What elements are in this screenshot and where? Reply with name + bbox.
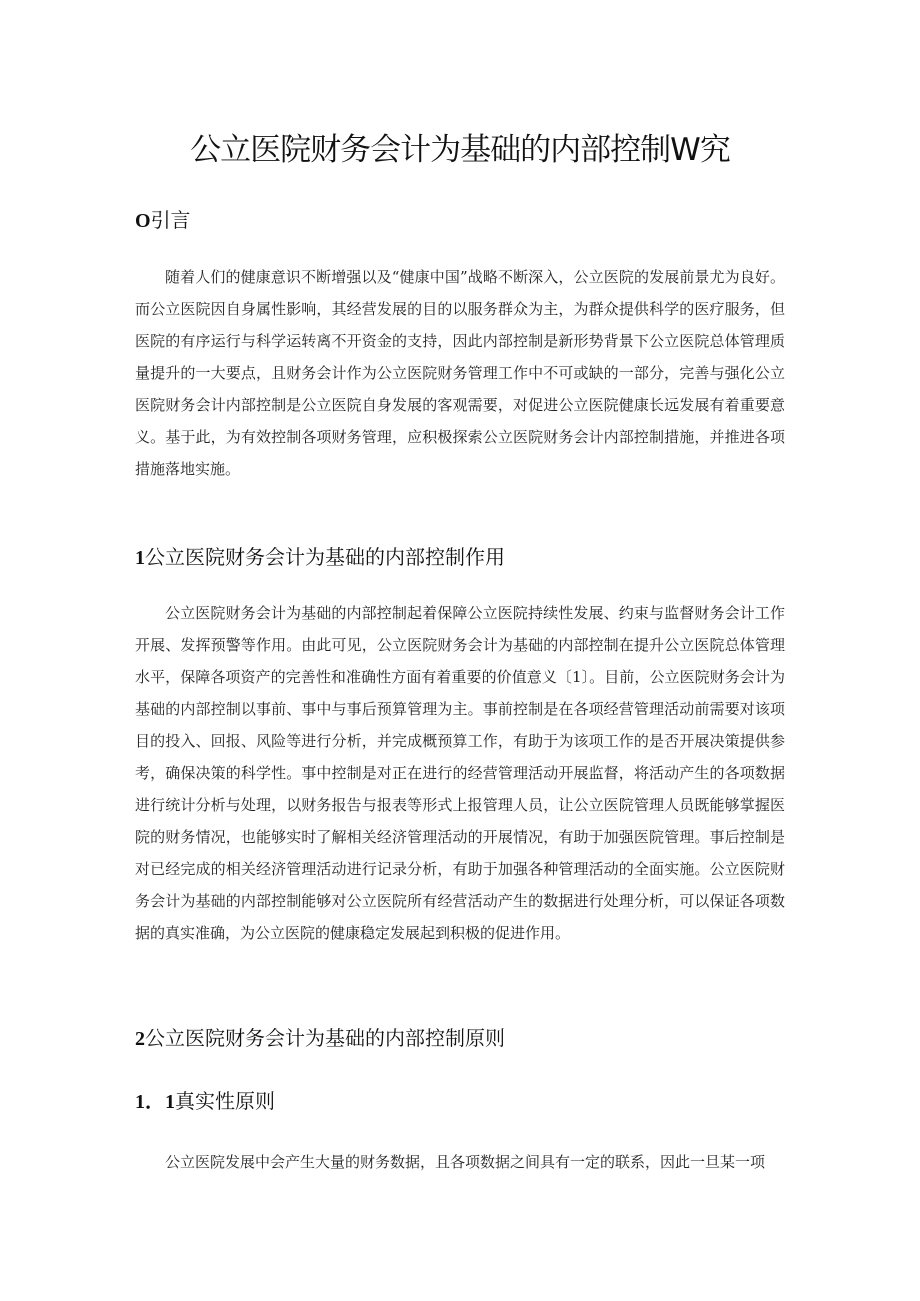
section-number: 1．1 bbox=[135, 1091, 175, 1113]
document-title: 公立医院财务会计为基础的内部控制W究 bbox=[190, 132, 730, 168]
section-number: O bbox=[135, 210, 151, 232]
subsection-heading-1-1 bbox=[135, 1085, 275, 1114]
section-heading-1 bbox=[135, 541, 505, 570]
section-heading-2 bbox=[135, 1022, 505, 1051]
section-heading-intro bbox=[135, 204, 191, 233]
section-title: 公立医院财务会计为基础的内部控制作用 bbox=[145, 545, 505, 569]
section-title: 真实性原则 bbox=[175, 1089, 275, 1113]
section-title: 公立医院财务会计为基础的内部控制原则 bbox=[145, 1026, 505, 1050]
paragraph-subsection-1-1: 公立医院发展中会产生大量的财务数据，且各项数据之间具有一定的联系，因此一旦某一项 bbox=[165, 1153, 766, 1171]
paragraph-intro: 随着人们的健康意识不断增强以及“健康中国”战略不断深入，公立医院的发展前景尤为良好。而公立医院因自身属性影响，其经营发展的目的以服务群众为主，为群众提供科学的医疗服务，但医院的有序运行与科学运转离不开资金的支持，因此内部控制是新形势背景下公立医院总体管理质量提升的一大要点，且财务会计作为公立医院财务管理工作中不可或缺的一部分，完善与强化公立医院财务会计内部控制是公立医院自身发展的客观需要，对促进公立医院健康长远发展有着重要意义。基于此，为有效控制各项财务管理，应积极探索公立医院财务会计内部控制措施，并推进各项措施落地实施。 bbox=[135, 268, 785, 478]
section-title: 引言 bbox=[150, 208, 191, 232]
section-number: 1 bbox=[135, 547, 145, 569]
paragraph-section-1: 公立医院财务会计为基础的内部控制起着保障公立医院持续性发展、约束与监督财务会计工作开展、发挥预警等作用。由此可见，公立医院财务会计为基础的内部控制在提升公立医院总体管理水平，保障各项资产的完善性和准确性方面有着重要的价值意义〔1〕。目前，公立医院财务会计为基础的内部控制以事前、事中与事后预算管理为主。事前控制是在各项经营管理活动前需要对该项目的投入、回报、风险等进行分析，并完成概预算工作，有助于为该项工作的是否开展决策提供参考，确保决策的科学性。事中控制是对正在进行的经营管理活动开展监督，将活动产生的各项数据进行统计分析与处理，以财务报告与报表等形式上报管理人员，让公立医院管理人员既能够掌握医院的财务情况，也能够实时了解相关经济管理活动的开展情况，有助于加强医院管理。事后控制是对已经完成的相关经济管理活动进行记录分析，有助于加强各种管理活动的全面实施。公立医院财务会计为基础的内部控制能够对公立医院所有经营活动产生的数据进行处理分析，可以保证各项数据的真实准确，为公立医院的健康稳定发展起到积极的促进作用。 bbox=[135, 604, 785, 942]
section-number: 2 bbox=[135, 1028, 145, 1050]
